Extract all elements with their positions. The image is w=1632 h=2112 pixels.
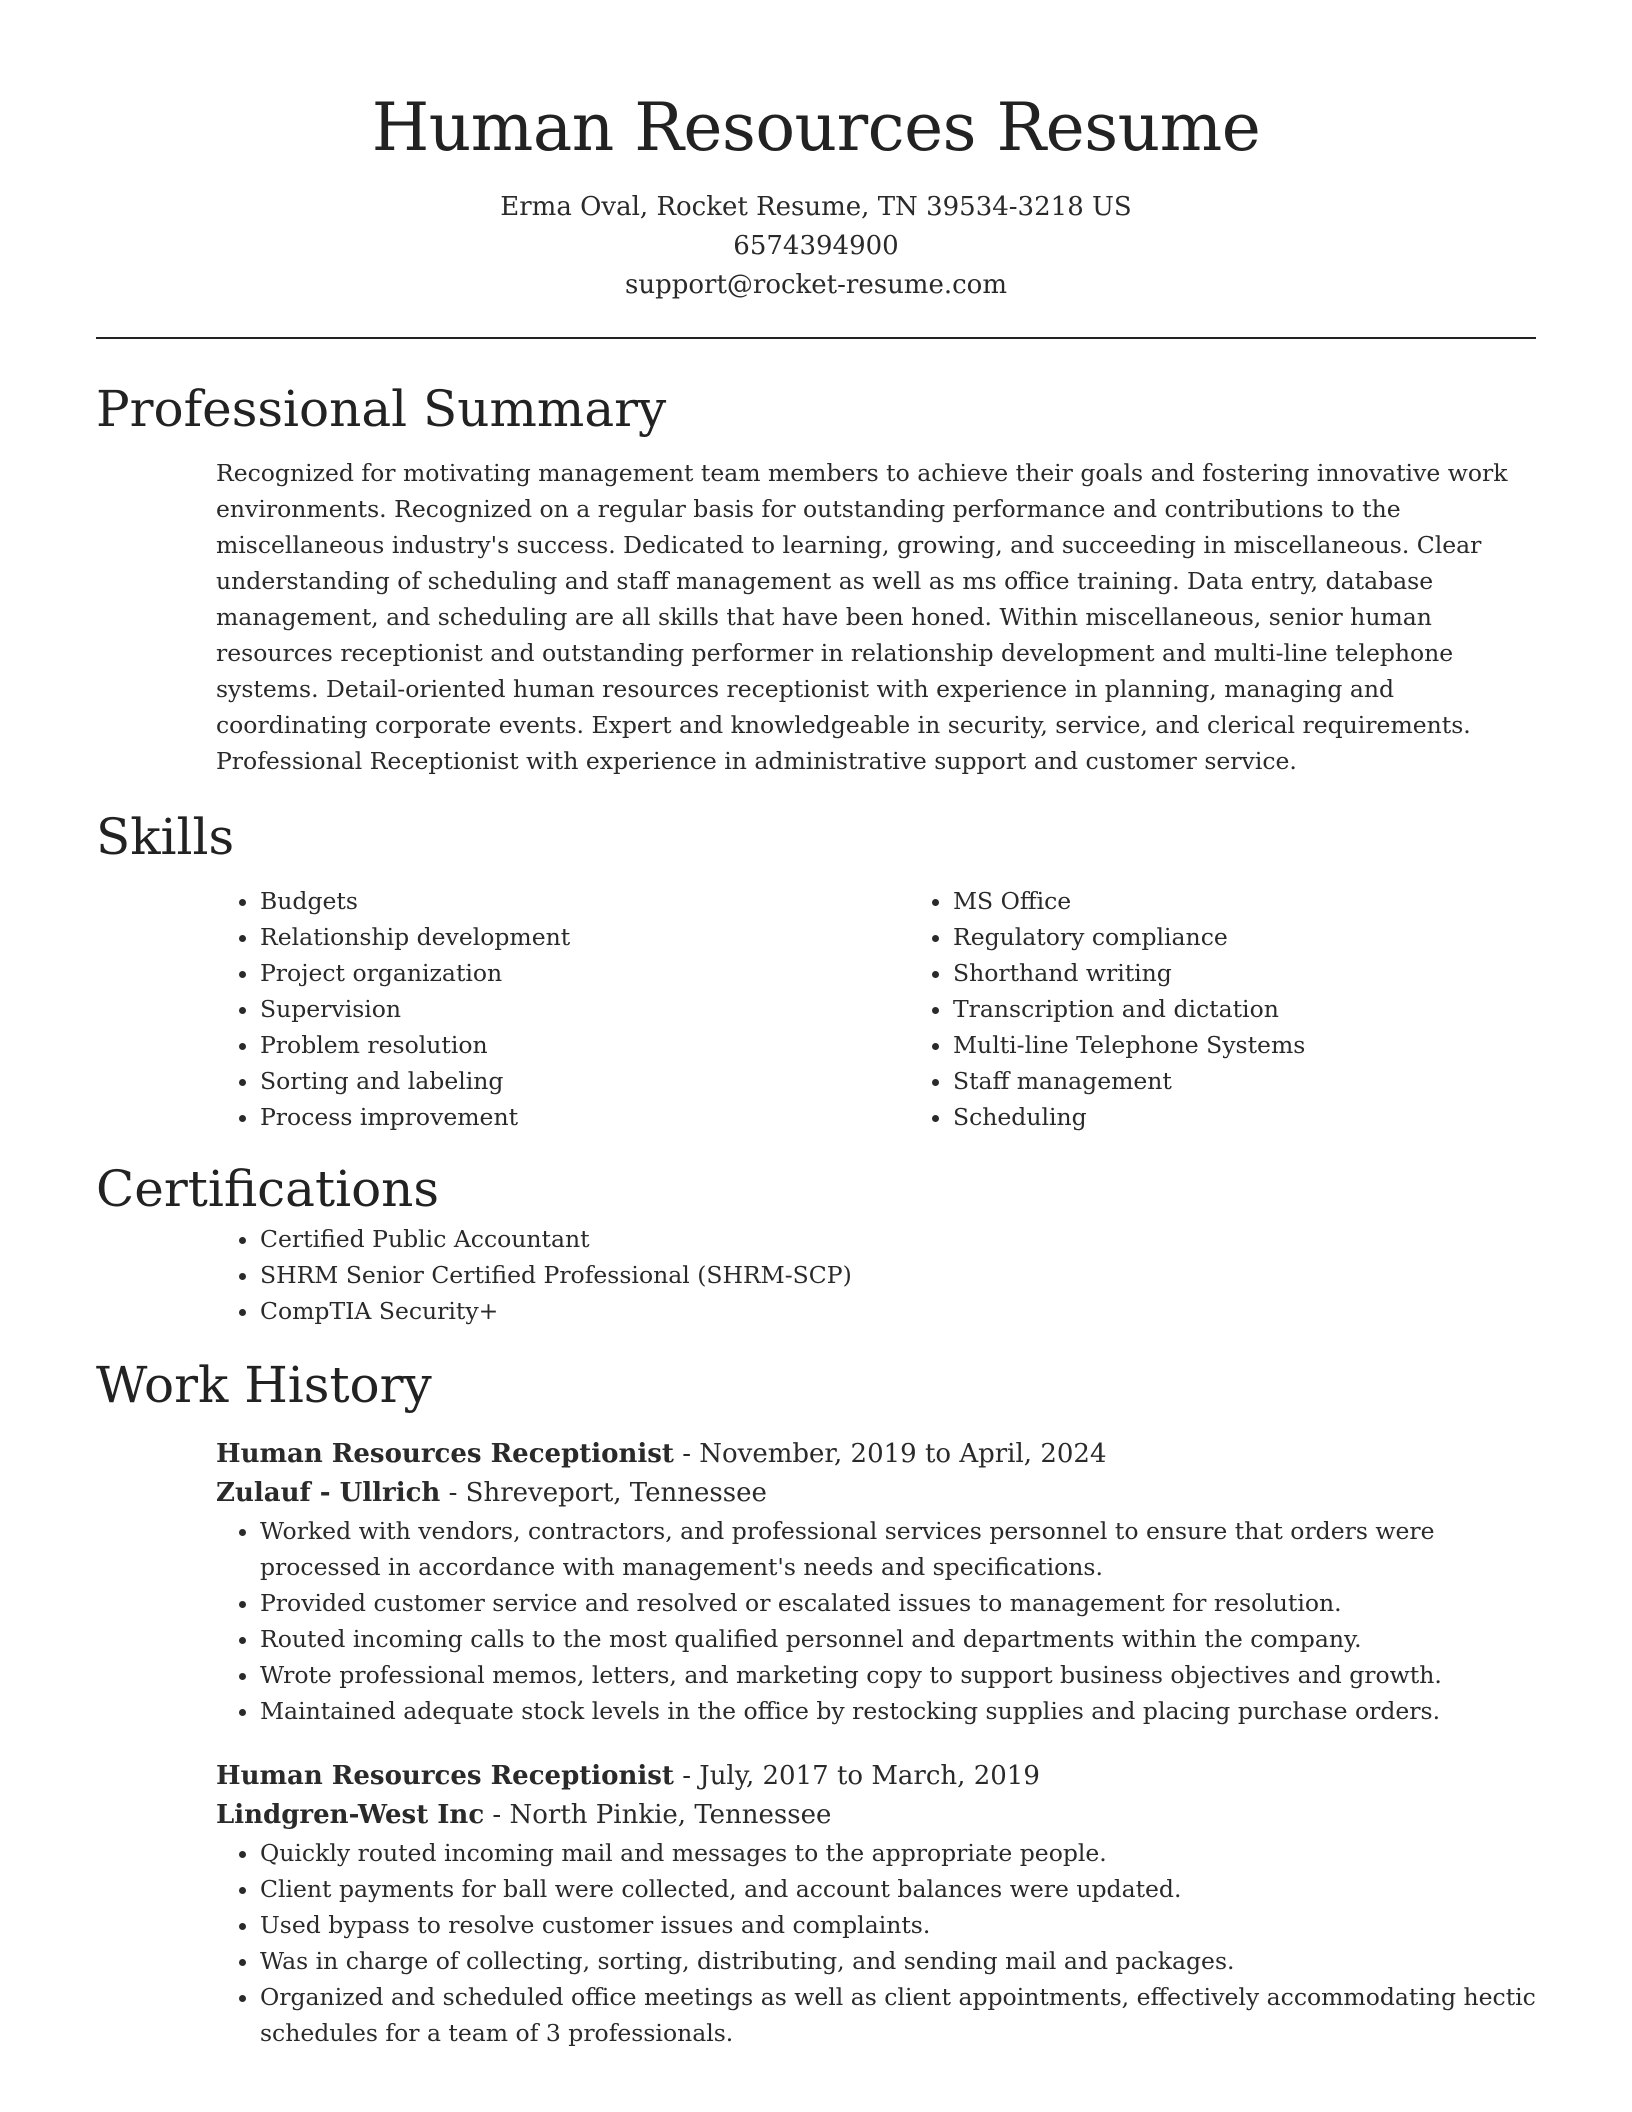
job-duty-item: • Organized and scheduled office meetings as well as client appointments, effectively accommodating hectic schedules for a team of 3 professionals. bbox=[260, 1979, 1536, 2051]
job-company-line bbox=[216, 1474, 1536, 1513]
summary-section bbox=[96, 377, 1536, 779]
job-duty-item: • Was in charge of collecting, sorting, distributing, and sending mail and packages. bbox=[260, 1943, 1536, 1979]
job-duty-item: • Quickly routed incoming mail and messages to the appropriate people. bbox=[260, 1835, 1536, 1871]
contact-phone: 6574394900 bbox=[733, 231, 899, 261]
certification-item: • Certified Public Accountant bbox=[260, 1221, 1536, 1257]
job-location: North Pinkie, Tennessee bbox=[509, 1800, 832, 1830]
job-duty-item: • Routed incoming calls to the most qualified personnel and departments within the company. bbox=[260, 1621, 1536, 1657]
resume-header bbox=[96, 84, 1536, 339]
skill-item: • Regulatory compliance bbox=[953, 919, 1602, 955]
skills-list-left bbox=[216, 883, 909, 1135]
job-duty-item: • Provided customer service and resolved or escalated issues to management for resolution. bbox=[260, 1585, 1536, 1621]
job-company: Zulauf - Ullrich bbox=[216, 1478, 441, 1508]
work-history-section bbox=[96, 1353, 1536, 2051]
skill-item: • Sorting and labeling bbox=[260, 1063, 909, 1099]
job-duty-item: • Maintained adequate stock levels in the office by restocking supplies and placing purchase orders. bbox=[260, 1693, 1536, 1729]
summary-text: Recognized for motivating management team members to achieve their goals and fostering innovative work environments. Recognized on a regular basis for outstanding performance and contributions to the miscellaneous industry's success. Dedicated to learning, growing, and succeeding in miscellaneous. Clear understanding of scheduling and staff management as well as ms office training. Data entry, database management, and scheduling are all skills that have been honed. Within miscellaneous, senior human resources receptionist and outstanding performer in relationship development and multi-line telephone systems. Detail-oriented human resources receptionist with experience in planning, managing and coordinating corporate events. Expert and knowledgeable in security, service, and clerical requirements. Professional Receptionist with experience in administrative support and customer service. bbox=[216, 459, 1508, 775]
skill-item: • Budgets bbox=[260, 883, 909, 919]
job-entry bbox=[216, 1435, 1536, 1729]
job-company: Lindgren-West Inc bbox=[216, 1800, 485, 1830]
skill-item: • MS Office bbox=[953, 883, 1602, 919]
job-duty-item: • Client payments for ball were collected, and account balances were updated. bbox=[260, 1871, 1536, 1907]
job-title-line bbox=[216, 1435, 1536, 1474]
skill-item: • Process improvement bbox=[260, 1099, 909, 1135]
contact-block bbox=[96, 188, 1536, 305]
header-divider bbox=[96, 337, 1536, 339]
job-separator: - bbox=[673, 1439, 700, 1469]
work-history-heading: Work History bbox=[96, 1356, 432, 1414]
certifications-section bbox=[96, 1157, 1536, 1329]
certifications-heading: Certifications bbox=[96, 1160, 440, 1218]
job-company-line bbox=[216, 1796, 1536, 1835]
skill-item: • Multi-line Telephone Systems bbox=[953, 1027, 1602, 1063]
job-duty-item: • Worked with vendors, contractors, and professional services personnel to ensure that orders were processed in accordance with management's needs and specifications. bbox=[260, 1513, 1536, 1585]
certifications-list bbox=[216, 1221, 1536, 1329]
skill-item: • Problem resolution bbox=[260, 1027, 909, 1063]
skills-section bbox=[96, 805, 1536, 1135]
skill-item: • Shorthand writing bbox=[953, 955, 1602, 991]
summary-heading: Professional Summary bbox=[96, 380, 667, 438]
document-title: Human Resources Resume bbox=[371, 89, 1261, 166]
skill-item: • Transcription and dictation bbox=[953, 991, 1602, 1027]
skill-item: • Supervision bbox=[260, 991, 909, 1027]
job-duty-item: • Used bypass to resolve customer issues and complaints. bbox=[260, 1907, 1536, 1943]
certification-item: • SHRM Senior Certified Professional (SHRM-SCP) bbox=[260, 1257, 1536, 1293]
job-duty-item: • Wrote professional memos, letters, and marketing copy to support business objectives and growth. bbox=[260, 1657, 1536, 1693]
job-duties-list bbox=[216, 1513, 1536, 1729]
job-dates: November, 2019 to April, 2024 bbox=[699, 1439, 1107, 1469]
job-title: Human Resources Receptionist bbox=[216, 1761, 674, 1791]
skills-list-right bbox=[909, 883, 1602, 1135]
skill-item: • Staff management bbox=[953, 1063, 1602, 1099]
skills-heading: Skills bbox=[96, 808, 235, 866]
job-entry bbox=[216, 1757, 1536, 2051]
job-dates: July, 2017 to March, 2019 bbox=[699, 1761, 1040, 1791]
skill-item: • Relationship development bbox=[260, 919, 909, 955]
job-separator: - bbox=[484, 1800, 510, 1830]
contact-email: support@rocket-resume.com bbox=[624, 270, 1007, 300]
job-separator: - bbox=[440, 1478, 466, 1508]
job-separator: - bbox=[673, 1761, 700, 1791]
skill-item: • Scheduling bbox=[953, 1099, 1602, 1135]
job-duties-list bbox=[216, 1835, 1536, 2051]
skills-grid bbox=[216, 883, 1536, 1135]
certification-item: • CompTIA Security+ bbox=[260, 1293, 1536, 1329]
job-title: Human Resources Receptionist bbox=[216, 1439, 674, 1469]
skill-item: • Project organization bbox=[260, 955, 909, 991]
job-location: Shreveport, Tennessee bbox=[465, 1478, 767, 1508]
contact-address: Erma Oval, Rocket Resume, TN 39534-3218 US bbox=[500, 192, 1132, 222]
job-title-line bbox=[216, 1757, 1536, 1796]
